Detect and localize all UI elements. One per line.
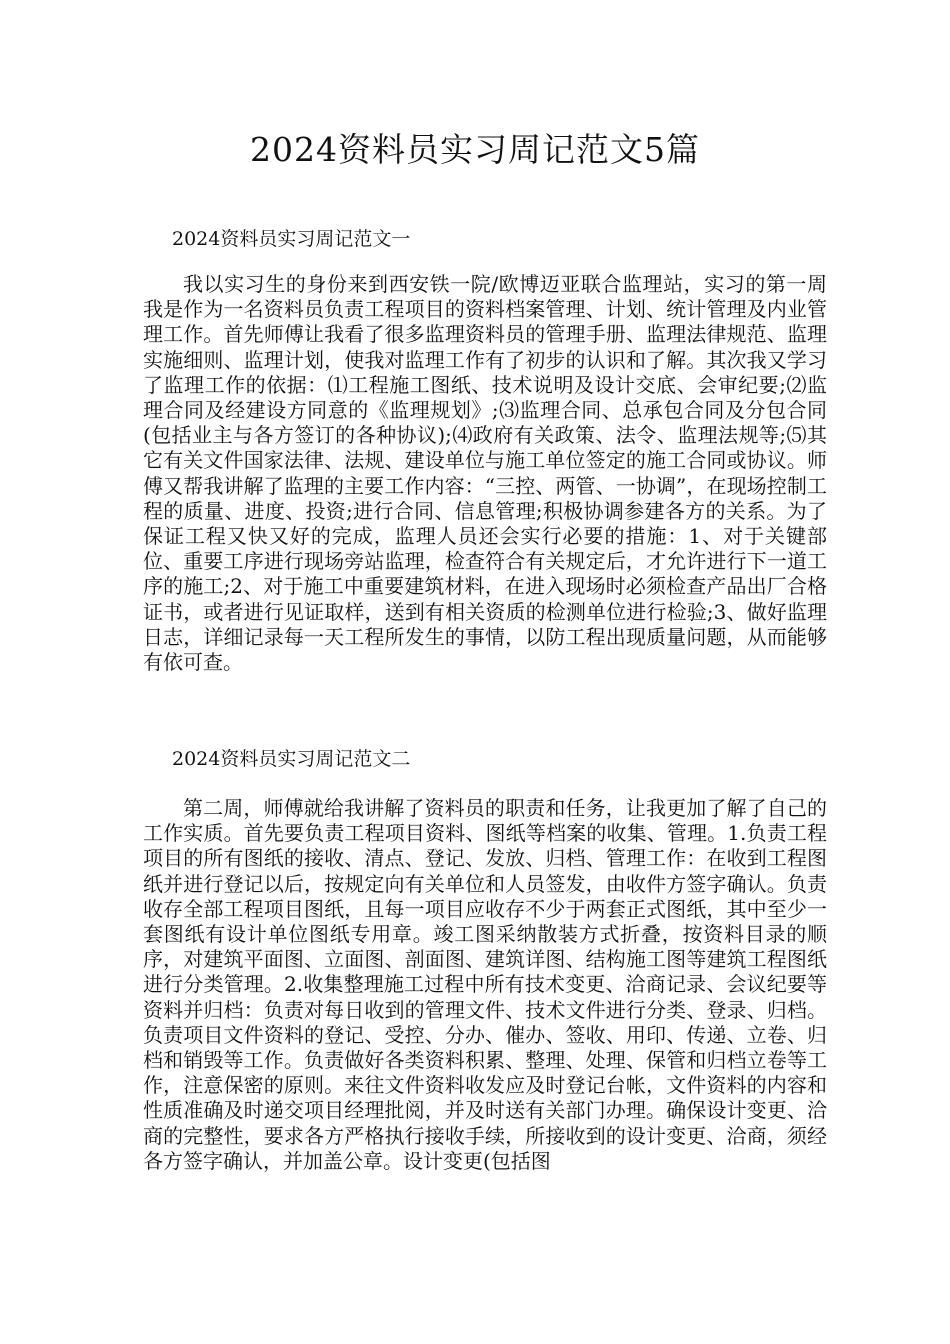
- section-heading-1: 2024资料员实习周记范文一: [172, 228, 411, 250]
- section-body-2: 第二周，师傅就给我讲解了资料员的职责和任务，让我更加了解了自己的工作实质。首先要负责工程项目资料、图纸等档案的收集、管理。1.负责工程项目的所有图纸的接收、清点、登记、发放、归档、管理工作：在收到工程图纸并进行登记以后，按规定向有关单位和人员签发，由收件方签字确认。负责收存全部工程项目图纸，且每一项目应收存不少于两套正式图纸，其中至少一套图纸有设计单位图纸专用章。竣工图采纳散装方式折叠，按资料目录的顺序，对建筑平面图、立面图、剖面图、建筑详图、结构施工图等建筑工程图纸进行分类管理。2.收集整理施工过程中所有技术变更、洽商记录、会议纪要等资料并归档：负责对每日收到的管理文件、技术文件进行分类、登录、归档。负责项目文件资料的登记、受控、分办、催办、签收、用印、传递、立卷、归档和销毁等工作。负责做好各类资料积累、整理、处理、保管和归档立卷等工作，注意保密的原则。来往文件资料收发应及时登记台帐，文件资料的内容和性质准确及时递交项目经理批阅，并及时送有关部门办理。确保设计变更、洽商的完整性，要求各方严格执行接收手续，所接收到的设计变更、洽商，须经各方签字确认，并加盖公章。设计变更(包括图: [143, 796, 827, 1173]
- section-heading-2: 2024资料员实习周记范文二: [172, 748, 411, 770]
- section-body-1: 我以实习生的身份来到西安铁一院/欧博迈亚联合监理站，实习的第一周我是作为一名资料员负责工程项目的资料档案管理、计划、统计管理及内业管理工作。首先师傅让我看了很多监理资料员的管理手册、监理法律规范、监理实施细则、监理计划，使我对监理工作有了初步的认识和了解。其次我又学习了监理工作的依据：⑴工程施工图纸、技术说明及设计交底、会审纪要;⑵监理合同及经建设方同意的《监理规划》;⑶监理合同、总承包合同及分包合同(包括业主与各方签订的各种协议);⑷政府有关政策、法令、监理法规等;⑸其它有关文件国家法律、法规、建设单位与施工单位签定的施工合同或协议。师傅又帮我讲解了监理的主要工作内容：“三控、两管、一协调”，在现场控制工程的质量、进度、投资;进行合同、信息管理;积极协调参建各方的关系。为了保证工程又快又好的完成，监理人员还会实行必要的措施：1、对于关键部位、重要工序进行现场旁站监理，检查符合有关规定后，才允许进行下一道工序的施工;2、对于施工中重要建筑材料，在进入现场时必须检查产品出厂合格证书，或者进行见证取样，送到有相关资质的检测单位进行检验;3、做好监理日志，详细记录每一天工程所发生的事情，以防工程出现质量问题，从而能够有依可查。: [143, 272, 827, 675]
- document-title: 2024资料员实习周记范文5篇: [250, 130, 700, 169]
